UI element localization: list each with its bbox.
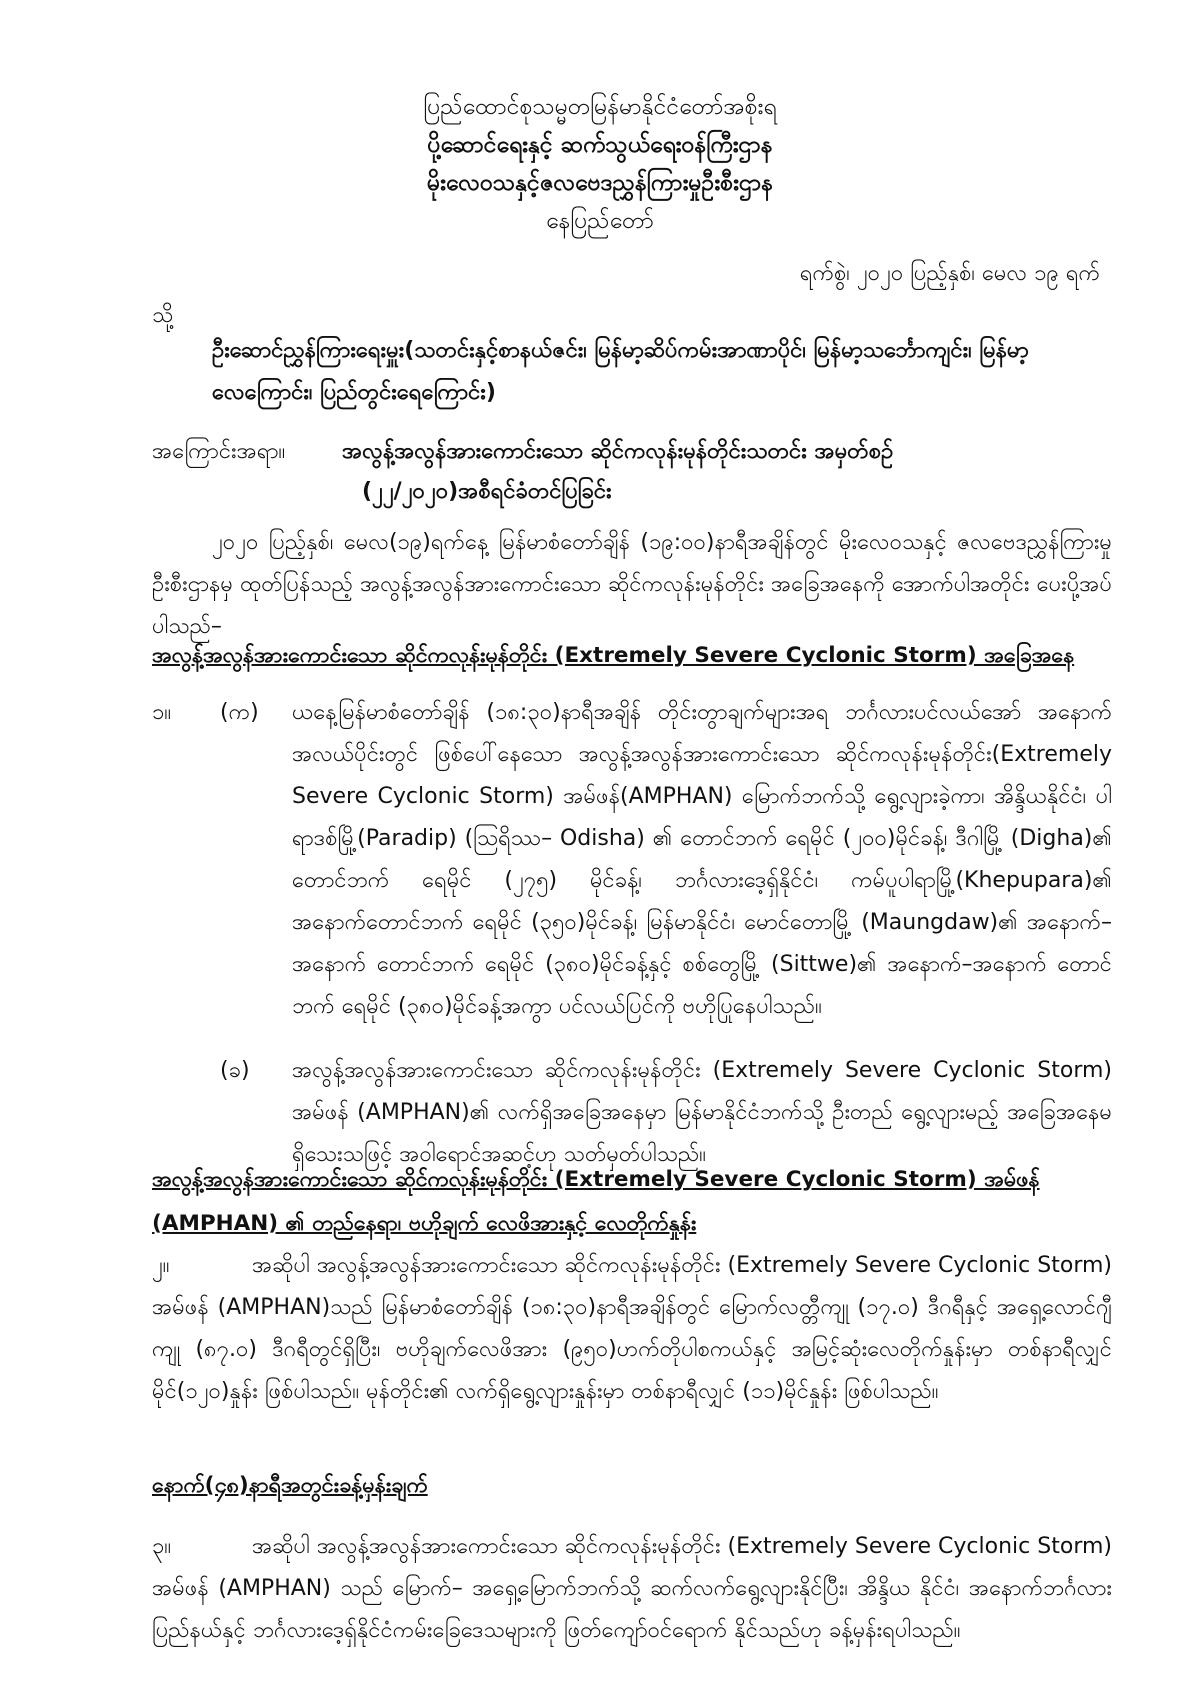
department-name: မိုးလေဝသနှင့်ဇလဗေဒညွှန်ကြားမှုဦးစီးဌာန	[426, 170, 774, 196]
paragraph-3-number: ၃။	[152, 1534, 172, 1559]
paragraph-3	[152, 1526, 1112, 1652]
paragraph-1a-text: ယနေ့မြန်မာစံတော်ချိန် (၁၈:၃၀)နာရီအချိန် တိုင်းတွာချက်များအရ ဘင်္ဂလားပင်လယ်အော် အနောက်အလယ်ပိုင်းတွင် ဖြစ်ပေါ်နေသော အလွန့်အလွန်အားကောင်းသော ဆိုင်ကလုန်းမုန်တိုင်း(Extremely Severe Cyclonic Storm) အမ်ဖန်(AMPHAN) မြောက်ဘက်သို့ ရွေ့လျားခဲ့ကာ၊ အိန္ဒိယနိုင်ငံ၊ ပါရာဒစ်မြို့(Paradip) (ဩရိဿ– Odisha) ၏ တောင်ဘက် ရေမိုင် (၂၀၀)မိုင်ခန့်၊ ဒီဂါမြို့ (Digha)၏ တောင်ဘက် ရေမိုင် (၂၇၅) မိုင်ခန့်၊ ဘင်္ဂလားဒေ့ရှ်နိုင်ငံ၊ ကမ်ပူပါရာမြို့(Khepupara)၏ အနောက်တောင်ဘက် ရေမိုင် (၃၅၀)မိုင်ခန့်၊ မြန်မာနိုင်ငံ၊ မောင်တောမြို့ (Maungdaw)၏ အနောက်–အနောက် တောင်ဘက် ရေမိုင် (၃၈၀)မိုင်ခန့်နှင့် စစ်တွေမြို့ (Sittwe)၏ အနောက်–အနောက် တောင်ဘက် ရေမိုင် (၃၈၀)မိုင်ခန့်အကွာ ပင်လယ်ပြင်ကို ဗဟိုပြုနေပါသည်။	[292, 700, 1112, 1019]
subject-line-1: အလွန့်အလွန်အားကောင်းသော ဆိုင်ကလုန်းမုန်တိုင်းသတင်း အမှတ်စဉ်	[342, 439, 894, 464]
paragraph-2-number: ၂။	[152, 1253, 170, 1278]
letter-date: ရက်စွဲ၊ ၂၀၂၀ ပြည့်နှစ်၊ မေလ ၁၉ ရက်	[799, 261, 1100, 286]
paragraph-1b-text: အလွန့်အလွန်အားကောင်းသော ဆိုင်ကလုန်းမုန်တိုင်း (Extremely Severe Cyclonic Storm) အမ်ဖန် (AMPHAN)၏ လက်ရှိအခြေအနေမှာ မြန်မာနိုင်ငံဘက်သို့ ဦးတည် ရွေ့လျားမည့် အခြေအနေမရှိသေးသဖြင့် အဝါရောင်အဆင့်ဟု သတ်မှတ်ပါသည်။	[292, 1058, 1112, 1167]
city-name: နေပြည်တော်	[546, 208, 654, 234]
paragraph-2	[152, 1245, 1112, 1413]
paragraph-1-number: ၁။	[152, 700, 172, 725]
paragraph-3-text: အဆိုပါ အလွန့်အလွန်အားကောင်းသော ဆိုင်ကလုန်းမုန်တိုင်း (Extremely Severe Cyclonic Storm) အမ်ဖန် (AMPHAN) သည် မြောက်– အရှေ့မြောက်ဘက်သို့ ဆက်လက်ရွေ့လျားနိုင်ပြီး၊ အိန္ဒိယ နိုင်ငံ၊ အနောက်ဘင်္ဂလားပြည်နယ်နှင့် ဘင်္ဂလားဒေ့ရှ်နိုင်ငံကမ်းခြေဒေသများကို ဖြတ်ကျော်ဝင်ရောက် နိုင်သည်ဟု ခန့်မှန်းရပါသည်။	[152, 1534, 1112, 1643]
government-name: ပြည်ထောင်စုသမ္မတမြန်မာနိုင်ငံတော်အစိုးရ	[423, 94, 777, 120]
subject	[152, 432, 1112, 512]
paragraph-2-text: အဆိုပါ အလွန့်အလွန်အားကောင်းသော ဆိုင်ကလုန်းမုန်တိုင်း (Extremely Severe Cyclonic Storm) အမ်ဖန် (AMPHAN)သည် မြန်မာစံတော်ချိန် (၁၈:၃၀)နာရီအချိန်တွင် မြောက်လတ္တီကျု (၁၇.၀) ဒီဂရီနှင့် အရှေ့လောင်ဂျီကျု (၈၇.၀) ဒီဂရီတွင်ရှိပြီး၊ ဗဟိုချက်လေဖိအား (၉၅၀)ဟက်တိုပါစကယ်နှင့် အမြင့်ဆုံးလေတိုက်နှုန်းမှာ တစ်နာရီလျှင် မိုင်(၁၂၀)နှုန်း ဖြစ်ပါသည်။ မုန်တိုင်း၏ လက်ရှိရွေ့လျားနှုန်းမှာ တစ်နာရီလျှင် (၁၁)မိုင်နှုန်း ဖြစ်ပါသည်။	[152, 1253, 1112, 1404]
section-heading-status: အလွန့်အလွန်အားကောင်းသော ဆိုင်ကလုန်းမုန်တိုင်း (Extremely Severe Cyclonic Storm) အခြေအနေ	[152, 643, 1075, 668]
paragraph-1b-label: (ခ)	[220, 1058, 250, 1083]
section-heading-forecast: နောက်(၄၈)နာရီအတွင်းခန့်မှန်းချက်	[152, 1473, 428, 1498]
to-label: သို့	[152, 303, 174, 328]
recipient: ဦးဆောင်ညွှန်ကြားရေးမှူး(သတင်းနှင့်စာနယ်ဇင်း၊ မြန်မာ့ဆိပ်ကမ်းအာဏာပိုင်၊ မြန်မာ့သင်္ဘောကျင်း၊ မြန်မာ့လေကြောင်း၊ ပြည်တွင်းရေကြောင်း)	[212, 338, 1029, 405]
section-heading-location: အလွန့်အလွန်အားကောင်းသော ဆိုင်ကလုန်းမုန်တိုင်း (Extremely Severe Cyclonic Storm) အမ်ဖန် (AMPHAN) ၏ တည်နေရာ၊ ဗဟိုချက် လေဖိအားနှင့် လေတိုက်နှုန်း	[152, 1167, 1040, 1236]
ministry-name: ပို့ဆောင်ရေးနှင့် ဆက်သွယ်ရေးဝန်ကြီးဌာန	[427, 132, 773, 158]
subject-label: အကြောင်းအရာ။	[152, 439, 286, 464]
intro-paragraph: ၂၀၂၀ ပြည့်နှစ်၊ မေလ(၁၉)ရက်နေ့ မြန်မာစံတော်ချိန် (၁၉:၀၀)နာရီအချိန်တွင် မိုးလေဝသနှင့် ဇလဗေဒညွှန်ကြားမှုဦးစီးဌာနမှ ထုတ်ပြန်သည့် အလွန့်အလွန်အားကောင်းသော ဆိုင်ကလုန်းမုန်တိုင်း အခြေအနေကို အောက်ပါအတိုင်း ပေးပို့အပ်ပါသည်–	[152, 530, 1112, 639]
letterhead	[0, 88, 1200, 240]
subject-line-2: (၂၂/၂၀၂၀)အစီရင်ခံတင်ပြခြင်း	[362, 479, 612, 504]
paragraph-1a-label: (က)	[220, 700, 259, 725]
